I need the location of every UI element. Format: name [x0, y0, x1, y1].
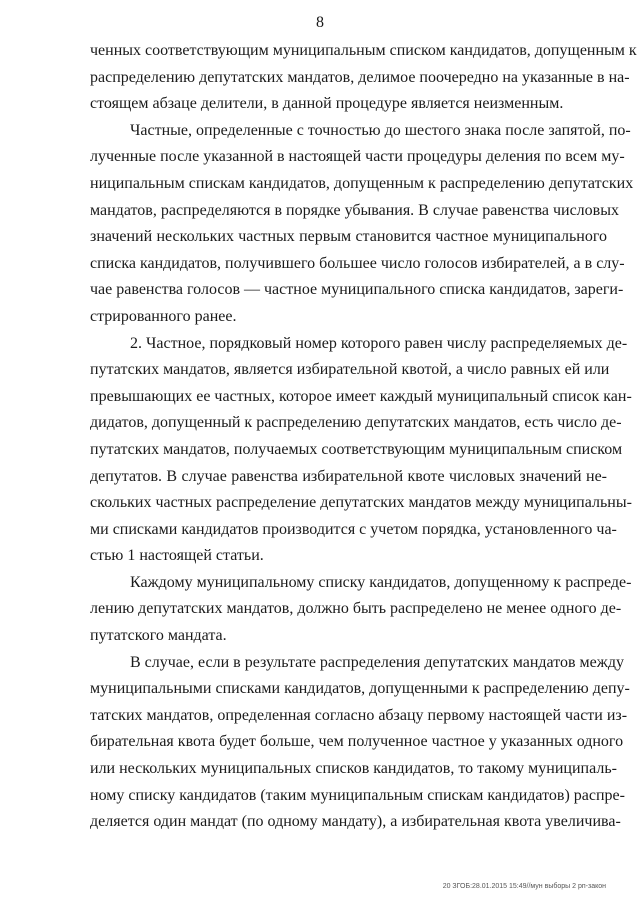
- text-line: Каждому муниципальному списку кандидатов, допущенному к распреде-: [130, 573, 632, 591]
- text-line: чае равенства голосов — частное муниципального списка кандидатов, зареги-: [90, 281, 624, 299]
- paragraph: [90, 38, 637, 118]
- text-line: значений нескольких частных первым становится частное муниципального: [90, 228, 607, 246]
- text-line: дидатов, допущенный к распределению депутатских мандатов, есть число де-: [90, 414, 622, 432]
- text-line: стрированного ранее.: [90, 307, 237, 325]
- text-line: стью 1 настоящей статьи.: [90, 547, 264, 565]
- text-line: деляется один мандат (по одному мандату), а избирательная квота увеличива-: [90, 813, 621, 831]
- text-line: депутатов. В случае равенства избирательной квоте числовых значений не-: [90, 467, 607, 485]
- text-line: ченных соответствующим муниципальным списком кандидатов, допущенным к: [90, 42, 637, 59]
- text-line: или нескольких муниципальных списков кандидатов, то такому муниципаль-: [90, 760, 617, 778]
- text-line: превышающих ее частных, которое имеет каждый муниципальный список кан-: [90, 387, 632, 405]
- text-line: муниципальными списками кандидатов, допущенными к распределению депу-: [90, 680, 630, 698]
- text-line: путатских мандатов, является избирательной квотой, а число равных ей или: [90, 361, 610, 379]
- text-line: путатского мандата.: [90, 627, 227, 645]
- text-line: Частные, определенные с точностью до шестого знака после запятой, по-: [130, 121, 631, 139]
- text-line: лученные после указанной в настоящей части процедуры деления по всем му-: [90, 148, 625, 166]
- text-line: скольких частных распределение депутатских мандатов между муниципальны-: [90, 494, 632, 512]
- document-body: [90, 38, 637, 836]
- page-number: 8: [316, 14, 324, 31]
- text-line: списка кандидатов, получившего большее число голосов избирателей, а в слу-: [90, 254, 625, 272]
- paragraph: [90, 118, 634, 331]
- text-line: ми списками кандидатов производится с учетом порядка, установленного ча-: [90, 520, 617, 538]
- paragraph: [90, 331, 632, 570]
- paragraph: [90, 650, 630, 836]
- text-line: бирательная квота будет больше, чем полученное частное у указанных одного: [90, 733, 624, 751]
- paragraph: [90, 570, 632, 650]
- text-line: 2. Частное, порядковый номер которого равен числу распределяемых де-: [130, 334, 628, 352]
- text-line: стоящем абзаце делители, в данной процедуре является неизменным.: [90, 95, 564, 113]
- text-line: ниципальным спискам кандидатов, допущенным к распределению депутатских: [90, 174, 634, 192]
- text-line: лению депутатских мандатов, должно быть распределено не менее одного де-: [90, 600, 622, 618]
- text-line: ному списку кандидатов (таким муниципальным спискам кандидатов) распре-: [90, 786, 625, 804]
- text-line: распределению депутатских мандатов, делимое поочередно на указанные в на-: [90, 68, 630, 86]
- text-line: В случае, если в результате распределения депутатских мандатов между: [130, 653, 624, 671]
- text-line: путатских мандатов, получаемых соответствующим муниципальным списком: [90, 440, 623, 458]
- text-line: татских мандатов, определенная согласно абзацу первому настоящей части из-: [90, 706, 628, 724]
- footer-file-path: 20 ЗГОБ:28.01.2015 15:49//мун выборы 2 рп-закон: [442, 883, 606, 890]
- text-line: мандатов, распределяются в порядке убывания. В случае равенства числовых: [90, 201, 619, 219]
